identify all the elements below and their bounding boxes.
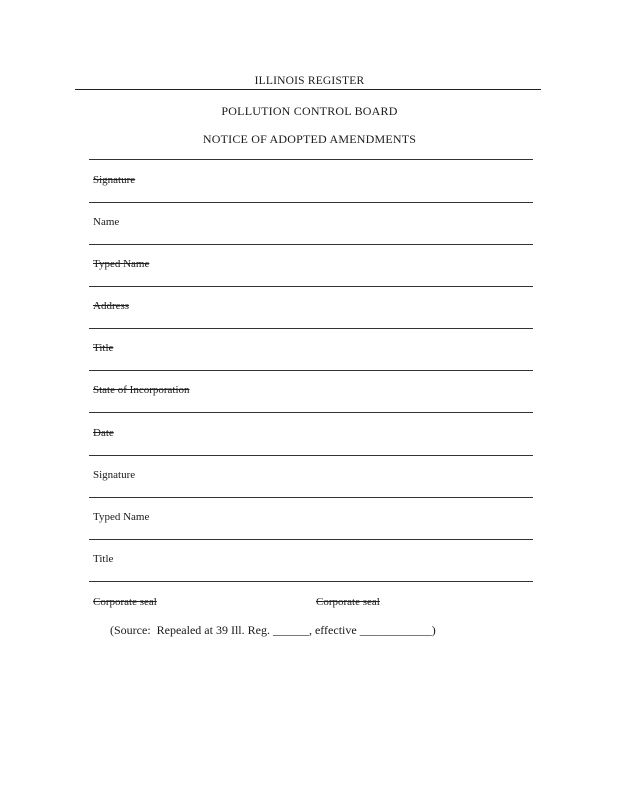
state-of-incorporation-label: State of Incorporation xyxy=(93,384,190,396)
form-rule xyxy=(89,539,533,540)
typed-name-label: Typed Name xyxy=(93,258,150,270)
form-rule xyxy=(89,286,533,287)
name-label: Name xyxy=(93,216,120,228)
corporate-seal-right: Corporate seal xyxy=(316,596,380,608)
date-label: Date xyxy=(93,427,114,439)
form-rule xyxy=(89,328,533,329)
title-label: Title xyxy=(93,342,114,354)
register-title: ILLINOIS REGISTER xyxy=(254,75,365,87)
address-label: Address xyxy=(93,300,130,312)
notice-title: NOTICE OF ADOPTED AMENDMENTS xyxy=(202,132,417,146)
form-rule xyxy=(89,370,533,371)
typed-name-label-2: Typed Name xyxy=(93,511,150,523)
form-rule xyxy=(89,244,533,245)
title-label-2: Title xyxy=(93,553,114,565)
board-title: POLLUTION CONTROL BOARD xyxy=(221,104,398,118)
form-rule xyxy=(89,581,533,582)
form-rule xyxy=(89,455,533,456)
header-rule xyxy=(75,89,541,90)
form-rule xyxy=(89,159,533,160)
form-rule xyxy=(89,202,533,203)
form-rule xyxy=(89,497,533,498)
corporate-seal-left: Corporate seal xyxy=(93,596,157,608)
signature-label-2: Signature xyxy=(93,469,136,481)
signature-label: Signature xyxy=(93,174,136,186)
form-rule xyxy=(89,412,533,413)
source-note: (Source: Repealed at 39 Ill. Reg. ______, effective ____________) xyxy=(110,623,436,637)
